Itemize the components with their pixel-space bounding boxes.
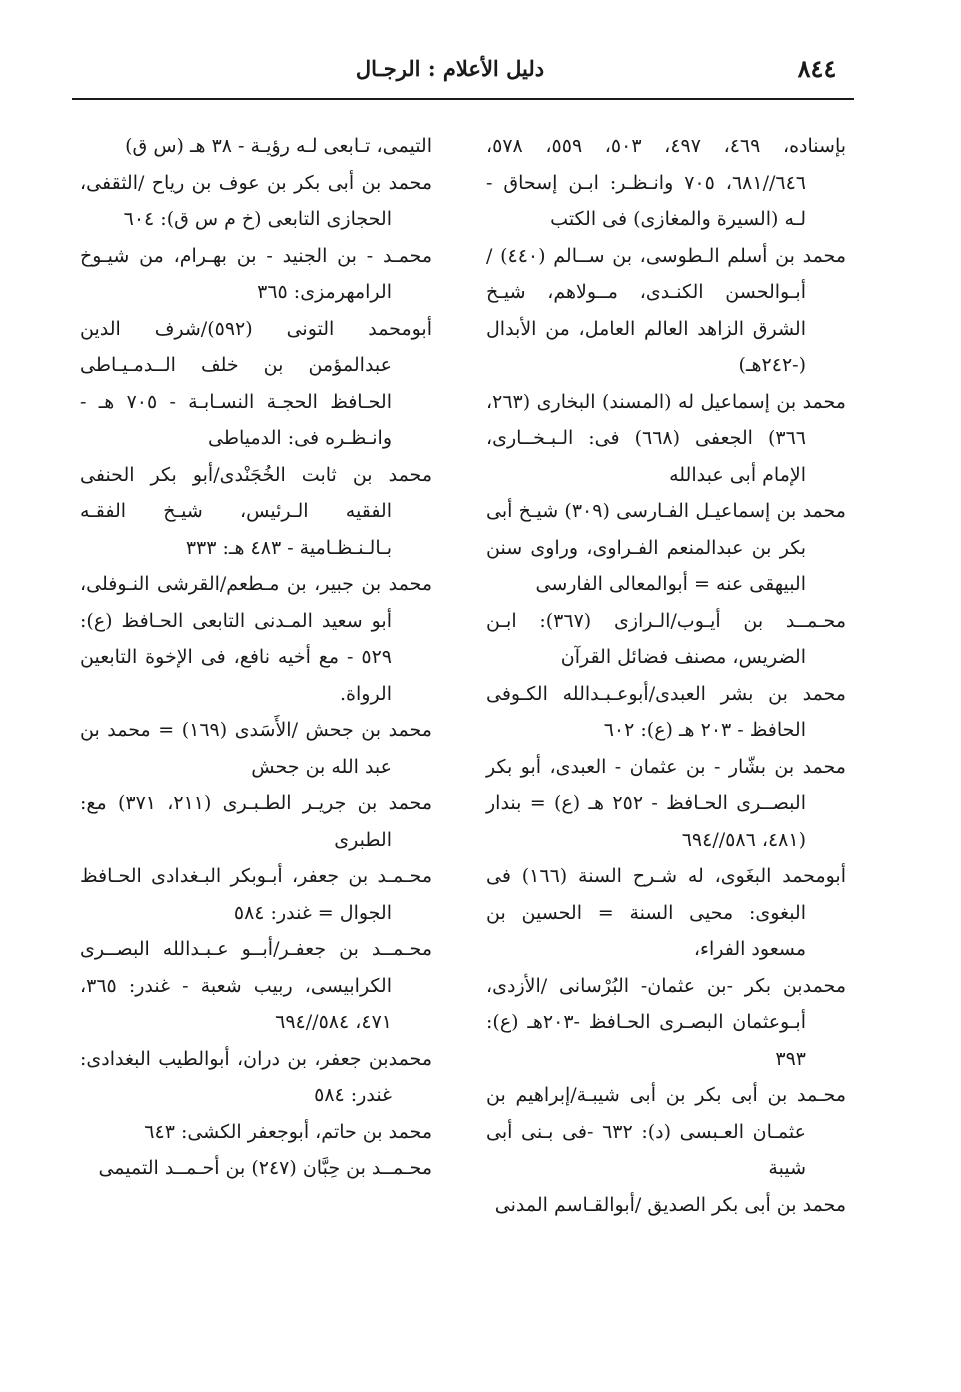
index-entry: محمد بن جريـر الطـبـرى (٢١١، ٣٧١) مع: الطبرى: [80, 792, 432, 851]
index-entry: محمد بن بشر العبدى/أبوعـبـدالله الكـوفى الحافظ - ٢٠٣ هـ (ع): ٦٠٢: [486, 682, 846, 741]
index-entry: محـمــد بن أيـوب/الـرازى (٣٦٧): ابـن الضريس، مصنف فضائل القرآن: [486, 609, 847, 668]
index-entry: محـمـد بن جعفر، أبـوبكر البـغدادى الحـافظ الجوال = غندر: ٥٨٤: [80, 865, 432, 924]
index-entry: محمدبن جعفر، بن دران، أبوالطيب البغدادى: غندر: ٥٨٤: [80, 1047, 432, 1106]
index-entry: محـمــد بن جعفـر/أبــو عـبـدالله البصــرى الكرابيسى، ربيب شعبة - غندر: ٣٦٥، ٤٧١، ٥٨٤//٦٩٤: [80, 938, 432, 1033]
running-head-title: دليل الأعلام : الرجـال: [355, 56, 545, 81]
index-entry: محمد بن أبى بكر بن عوف بن رياح /الثقفى، الحجازى التابعى (خ م س ق): ٦٠٤: [80, 171, 432, 230]
index-entry: محـمد بن أبى بكر بن أبى شيبـة/إبراهيم بن عثمـان العـبسى (د): ٦٣٢ -فى بـنى أبى شيبة: [486, 1084, 846, 1179]
index-entry: محمد بن ثابت الخُجَنْدى/أبو بكر الحنفى الفقيه الـرئيس، شيـخ الفقـه بـالـنـظـامية - ٤٨٣ هـ: ٣٣٣: [80, 463, 432, 559]
index-entry: محمد بن بشّار - بن عثمان - العبدى، أبو بكر البصــرى الحـافظ - ٢٥٢ هـ (ع) = بندار (٤٨١، ٥٨٦//٦٩٤: [486, 755, 846, 851]
index-entry: محمد بن إسماعيل له (المسند) البخارى (٢٦٣، ٣٦٦) الجعفى (٦٦٨) فى: الـبـخــارى، الإمام أبى عبدالله: [486, 390, 846, 486]
index-entry: محمدبن بكر -بن عثمان- البُرْسانى /الأزدى، أبـوعثمان البصـرى الحـافظ -٢٠٣هـ (ع): ٣٩٣: [486, 974, 846, 1070]
right-column: [486, 128, 846, 1223]
left-column: [80, 128, 432, 1187]
index-entry: محمد بن أبى بكر الصديق /أبوالقـاسم المدنى: [494, 1193, 846, 1216]
index-entry: محمـد - بن الجنيد - بن بهـرام، من شيـوخ الرامهرمزى: ٣٦٥: [80, 244, 432, 303]
index-entry: أبومحمد التونى (٥٩٢)/شرف الدين عبدالمؤمن بن خلف الــدمـيـاطى الحـافظ الحجـة النسـابـة - ٧٠٥ هـ - وانـظـره فى: الدمياطى: [80, 317, 433, 449]
page-header: [0, 0, 961, 100]
index-entry: أبومحمد البغَوى، له شـرح السنة (١٦٦) فى البغوى: محيى السنة = الحسين بن مسعود الفراء،: [486, 865, 847, 960]
index-entry: محمد بن أسلم الـطوسى، بن ســالم (٤٤٠) /أبـوالحسن الكنـدى، مــولاهم، شيـخ الشرق الزاهد العالم العامل، من الأبدال (-٢٤٢هـ): [486, 244, 846, 376]
index-entry: بإسناده، ٤٦٩، ٤٩٧، ٥٠٣، ٥٥٩، ٥٧٨، ٦٤٦//٦٨١، ٧٠٥ وانـظـر: ابـن إسحاق - لـه (السيرة والمغازى) فى الكتب: [486, 135, 847, 230]
index-entry: محـمــد بن حِبَّان (٢٤٧) بن أحـمــد التميمى: [98, 1157, 432, 1179]
index-entry: محمد بن جبير، بن مـطعم/القرشى النـوفلى، أبو سعيد المـدنى التابعى الحـافظ (ع): ٥٢٩ - مع أخيه نافع، فى الإخوة التابعين الرواة.: [80, 573, 432, 705]
header-rule: [72, 98, 854, 100]
index-entry: التيمى، تـابعى لـه رؤيـة - ٣٨ هـ (س ق): [125, 135, 432, 157]
page-number: ٨٤٤: [797, 54, 837, 83]
index-entry: محمد بن حاتم، أبوجعفر الكشى: ٦٤٣: [144, 1120, 432, 1143]
index-entry: محمد بن إسماعيـل الفـارسى (٣٠٩) شيـخ أبى بكر بن عبدالمنعم الفـراوى، وراوى سنن البيهقى عنه = أبوالمعالى الفارسى: [486, 500, 846, 595]
index-entry: محمد بن جحش /الأَسَدى (١٦٩) = محمد بن عبد الله بن جحش: [80, 719, 432, 778]
